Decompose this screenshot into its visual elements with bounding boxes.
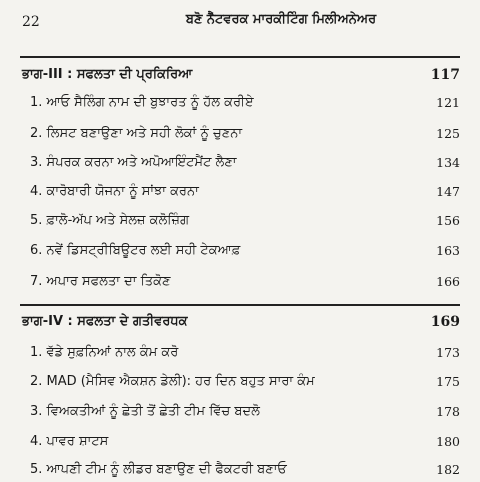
entry-page: 134 [436, 155, 460, 170]
section-divider [20, 56, 460, 58]
entry-title: 3. ਸੰਪਰਕ ਕਰਨਾ ਅਤੇ ਅਪੋਆਇੰਟਮੈਂਟ ਲੈਣਾ [30, 155, 237, 170]
toc-entry [30, 126, 460, 146]
section-page: 117 [430, 67, 460, 83]
toc-entry [30, 155, 460, 175]
toc-entry [30, 434, 460, 454]
entry-title: 4. ਕਾਰੋਬਾਰੀ ਯੋਜਨਾ ਨੂੰ ਸਾਂਝਾ ਕਰਨਾ [30, 184, 199, 199]
entry-title: 6. ਨਵੇਂ ਡਿਸਟ੍ਰੀਬਿਊਟਰ ਲਈ ਸਹੀ ਟੇਕਆਫ਼ [30, 243, 241, 258]
toc-entry [30, 404, 460, 424]
entry-page: 178 [436, 404, 460, 419]
toc-entry [30, 213, 460, 233]
entry-title: 1. ਵੱਡੇ ਸੁਫ਼ਨਿਆਂ ਨਾਲ ਕੰਮ ਕਰੋ [30, 345, 179, 360]
entry-title: 3. ਵਿਅਕਤੀਆਂ ਨੂੰ ਛੇਤੀ ਤੋਂ ਛੇਤੀ ਟੀਮ ਵਿੱਚ ਬਦਲੋ [30, 404, 260, 419]
entry-title: 2. ਲਿਸਟ ਬਣਾਉਣਾ ਅਤੇ ਸਹੀ ਲੋਕਾਂ ਨੂੰ ਚੁਣਨਾ [30, 126, 243, 141]
toc-entry [30, 184, 460, 204]
section-title: ਭਾਗ-III : ਸਫਲਤਾ ਦੀ ਪ੍ਰਕਿਰਿਆ [22, 67, 193, 82]
section-heading [22, 67, 460, 87]
toc-entry [30, 462, 460, 482]
entry-page: 180 [436, 434, 460, 449]
toc-entry [30, 95, 460, 115]
entry-title: 4. ਪਾਵਰ ਸ਼ਾਟਸ [30, 434, 109, 449]
entry-page: 163 [436, 243, 460, 258]
toc-entry [30, 243, 460, 263]
entry-title: 7. ਅਪਾਰ ਸਫਲਤਾ ਦਾ ਤਿਕੋਣ [30, 274, 171, 289]
section-page: 169 [430, 314, 460, 330]
entry-page: 147 [436, 184, 460, 199]
entry-page: 121 [436, 95, 460, 110]
running-title: ਬਣੋ ਨੈੱਟਵਰਕ ਮਾਰਕੀਟਿੰਗ ਮਿਲੀਅਨੇਅਰ [185, 12, 377, 27]
toc-entry [30, 274, 460, 294]
section-divider [20, 304, 460, 306]
entry-title: 2. MAD (ਮੈਸਿਵ ਐਕਸ਼ਨ ਡੇਲੀ): ਹਰ ਦਿਨ ਬਹੁਤ ਸਾਰਾ ਕੰਮ [30, 374, 315, 389]
entry-page: 125 [436, 126, 460, 141]
entry-page: 175 [436, 374, 460, 389]
entry-page: 182 [436, 462, 460, 477]
section-heading [22, 314, 460, 334]
toc-entry [30, 345, 460, 365]
entry-title: 5. ਆਪਣੀ ਟੀਮ ਨੂੰ ਲੀਡਰ ਬਣਾਉਣ ਦੀ ਫੈਕਟਰੀ ਬਣਾਓ [30, 462, 287, 477]
entry-page: 166 [436, 274, 460, 289]
page-number: 22 [22, 14, 40, 30]
entry-page: 156 [436, 213, 460, 228]
toc-entry [30, 374, 460, 394]
entry-title: 5. ਫ਼ਾਲੋ-ਅੱਪ ਅਤੇ ਸੇਲਜ਼ ਕਲੋਜ਼ਿੰਗ [30, 213, 190, 228]
section-title: ਭਾਗ-IV : ਸਫਲਤਾ ਦੇ ਗਤੀਵਰਧਕ [22, 314, 188, 329]
entry-page: 173 [436, 345, 460, 360]
entry-title: 1. ਆਓ ਸੈਲਿੰਗ ਨਾਮ ਦੀ ਬੁਝਾਰਤ ਨੂੰ ਹੱਲ ਕਰੀਏ [30, 95, 254, 110]
page-header [22, 12, 460, 34]
